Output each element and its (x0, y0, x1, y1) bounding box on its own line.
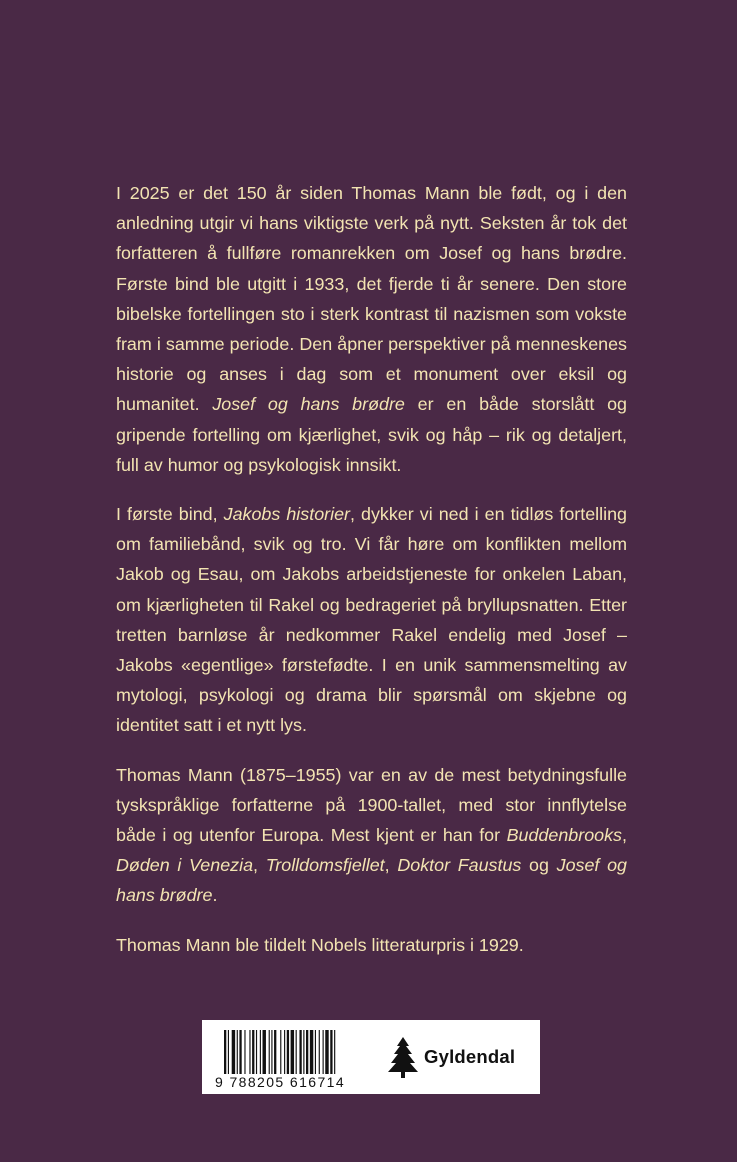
text-segment: er en både storslått og gripende fortelling om kjærlighet, svik og håp – rik og detaljert, full av humor og psykologisk innsikt. (116, 394, 628, 475)
book-title: Jakobs historier (223, 504, 350, 525)
paragraph (116, 499, 627, 741)
text-segment: , dykker vi ned i en tidløs fortelling om familiebånd, svik og tro. Vi får høre om konflikten mellom Jakob og Esau, om Jakobs arbeidstjeneste for onkelen Laban, om kjærligheten til Rakel og bedrageriet på bryllupsnatten. Etter tretten barnløse år nedkommer Rakel endelig med Josef – Jakobs «egentlige» førstefødte. I en unik sammensmelting av mytologi, psykologi og drama blir spørsmål om skjebne og identitet satt i et nytt lys. (116, 504, 627, 736)
text-segment: , (622, 825, 627, 846)
barcode-panel (202, 1020, 540, 1094)
book-title: Josef og hans brødre (212, 394, 405, 415)
paragraph (116, 178, 627, 480)
book-title: Døden i Venezia (116, 855, 254, 876)
book-title: Josef og hans brødre (116, 855, 627, 906)
publisher-logo: Gyldendal (424, 1046, 516, 1067)
barcode-icon (224, 1030, 374, 1074)
blurb-text (116, 178, 627, 979)
text-segment: , (253, 855, 266, 876)
text-segment: I 2025 er det 150 år siden Thomas Mann ble født, og i den anledning utgir vi hans viktigste verk på nytt. Seksten år tok det forfatteren å fullføre romanrekken om Josef og hans brødre. Første bind ble utgitt i 1933, det fjerde ti år senere. Den store bibelske fortellingen sto i sterk kontrast til nazismen som vokste fram i samme periode. Den åpner perspektiver på menneskenes historie og anses i dag som et monument over eksil og humanitet. (116, 183, 627, 415)
text-segment: og (521, 855, 557, 876)
book-title: Buddenbrooks (506, 825, 623, 846)
text-segment: Thomas Mann (1875–1955) var en av de mest betydningsfulle tyskspråklige forfatterne på 1900-tallet, med stor innflytelse både i og utenfor Europa. Mest kjent er han for (116, 764, 627, 846)
text-segment: . (212, 885, 218, 906)
book-title: Trolldomsfjellet (265, 855, 385, 876)
text-segment: I første bind, (116, 504, 224, 525)
book-title: Doktor Faustus (397, 855, 522, 876)
text-segment: Thomas Mann ble tildelt Nobels litteraturpris i 1929. (116, 934, 524, 955)
paragraph (116, 930, 627, 960)
fir-tree-icon (386, 1036, 420, 1078)
isbn-number: 9 788205 616714 (215, 1074, 345, 1090)
text-segment: , (384, 855, 398, 876)
paragraph (116, 760, 627, 911)
